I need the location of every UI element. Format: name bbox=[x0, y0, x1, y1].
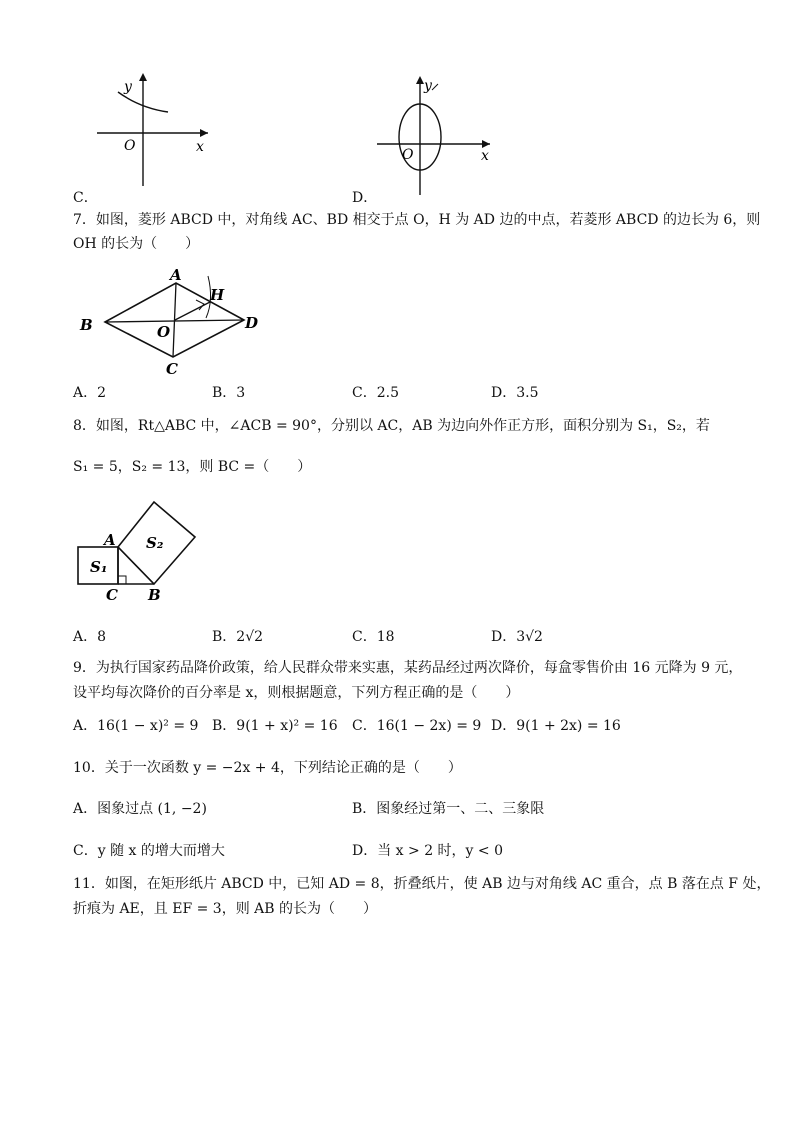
q10-option-a: A．图象过点 (1, −2) bbox=[73, 801, 207, 817]
q8-option-d: D．3√2 bbox=[491, 629, 543, 645]
fig-c-x-label: x bbox=[196, 139, 204, 155]
q9-option-d: D．9(1 + 2x) = 16 bbox=[491, 718, 621, 734]
q7-label-h: H bbox=[210, 286, 225, 304]
q9-option-b: B．9(1 + x)² = 16 bbox=[212, 718, 338, 734]
q10-option-b: B．图象经过第一、二、三象限 bbox=[352, 801, 545, 817]
q10-option-c: C．y 随 x 的增大而增大 bbox=[73, 843, 225, 859]
q8-stem-line2: S₁ = 5，S₂ = 13，则 BC =（ ） bbox=[73, 459, 312, 475]
q8-label-c: C bbox=[106, 586, 118, 604]
q7-label-c: C bbox=[166, 360, 178, 378]
q10-stem: 10．关于一次函数 y = −2x + 4，下列结论正确的是（ ） bbox=[73, 760, 462, 776]
q7-option-b: B．3 bbox=[212, 385, 246, 401]
q7-label-a: A bbox=[170, 266, 182, 284]
q7-option-c: C．2.5 bbox=[352, 385, 399, 401]
q8-label-s1: S₁ bbox=[90, 558, 108, 576]
fig-c-y-label: y bbox=[124, 79, 132, 95]
q9-option-a: A．16(1 − x)² = 9 bbox=[73, 718, 199, 734]
q8-label-a: A bbox=[104, 531, 116, 549]
q9-stem-line1: 9．为执行国家药品降价政策，给人民群众带来实惠，某药品经过两次降价，每盒零售价由 16 元降为 9 元， bbox=[73, 660, 743, 676]
fig-d-x-label: x bbox=[481, 148, 489, 164]
fig-d-origin-label: O bbox=[402, 147, 414, 163]
option-d-q6: D． bbox=[352, 190, 378, 206]
q7-option-d: D．3.5 bbox=[491, 385, 539, 401]
q7-stem-line1: 7．如图，菱形 ABCD 中，对角线 AC、BD 相交于点 O，H 为 AD 边的中点，若菱形 ABCD 的边长为 6，则 bbox=[73, 212, 761, 228]
q9-stem-line2: 设平均每次降价的百分率是 x，则根据题意，下列方程正确的是（ ） bbox=[73, 685, 520, 701]
option-c-q6: C． bbox=[73, 190, 98, 206]
q8-label-s2: S₂ bbox=[146, 534, 164, 552]
q11-stem-line1: 11．如图，在矩形纸片 ABCD 中，已知 AD = 8，折叠纸片，使 AB 边与对角线 AC 重合，点 B 落在点 F 处， bbox=[73, 876, 771, 892]
q7-option-a: A．2 bbox=[73, 385, 107, 401]
q7-label-b: B bbox=[80, 316, 93, 334]
q8-stem-line1: 8．如图，Rt△ABC 中，∠ACB = 90°，分别以 AC，AB 为边向外作正方形，面积分别为 S₁，S₂，若 bbox=[73, 418, 710, 434]
q7-stem-line2: OH 的长为（ ） bbox=[73, 236, 200, 252]
q11-stem-line2: 折痕为 AE，且 EF = 3，则 AB 的长为（ ） bbox=[73, 901, 378, 917]
fig-c-origin-label: O bbox=[124, 138, 136, 154]
q8-label-b: B bbox=[148, 586, 161, 604]
q10-option-d: D．当 x > 2 时，y < 0 bbox=[352, 843, 504, 859]
q7-label-d: D bbox=[245, 314, 259, 332]
q8-option-a: A．8 bbox=[73, 629, 107, 645]
fig-d-y-label: y bbox=[424, 78, 432, 94]
q9-option-c: C．16(1 − 2x) = 9 bbox=[352, 718, 482, 734]
q8-option-b: B．2√2 bbox=[212, 629, 264, 645]
q8-option-c: C．18 bbox=[352, 629, 395, 645]
q7-label-o: O bbox=[157, 323, 171, 341]
